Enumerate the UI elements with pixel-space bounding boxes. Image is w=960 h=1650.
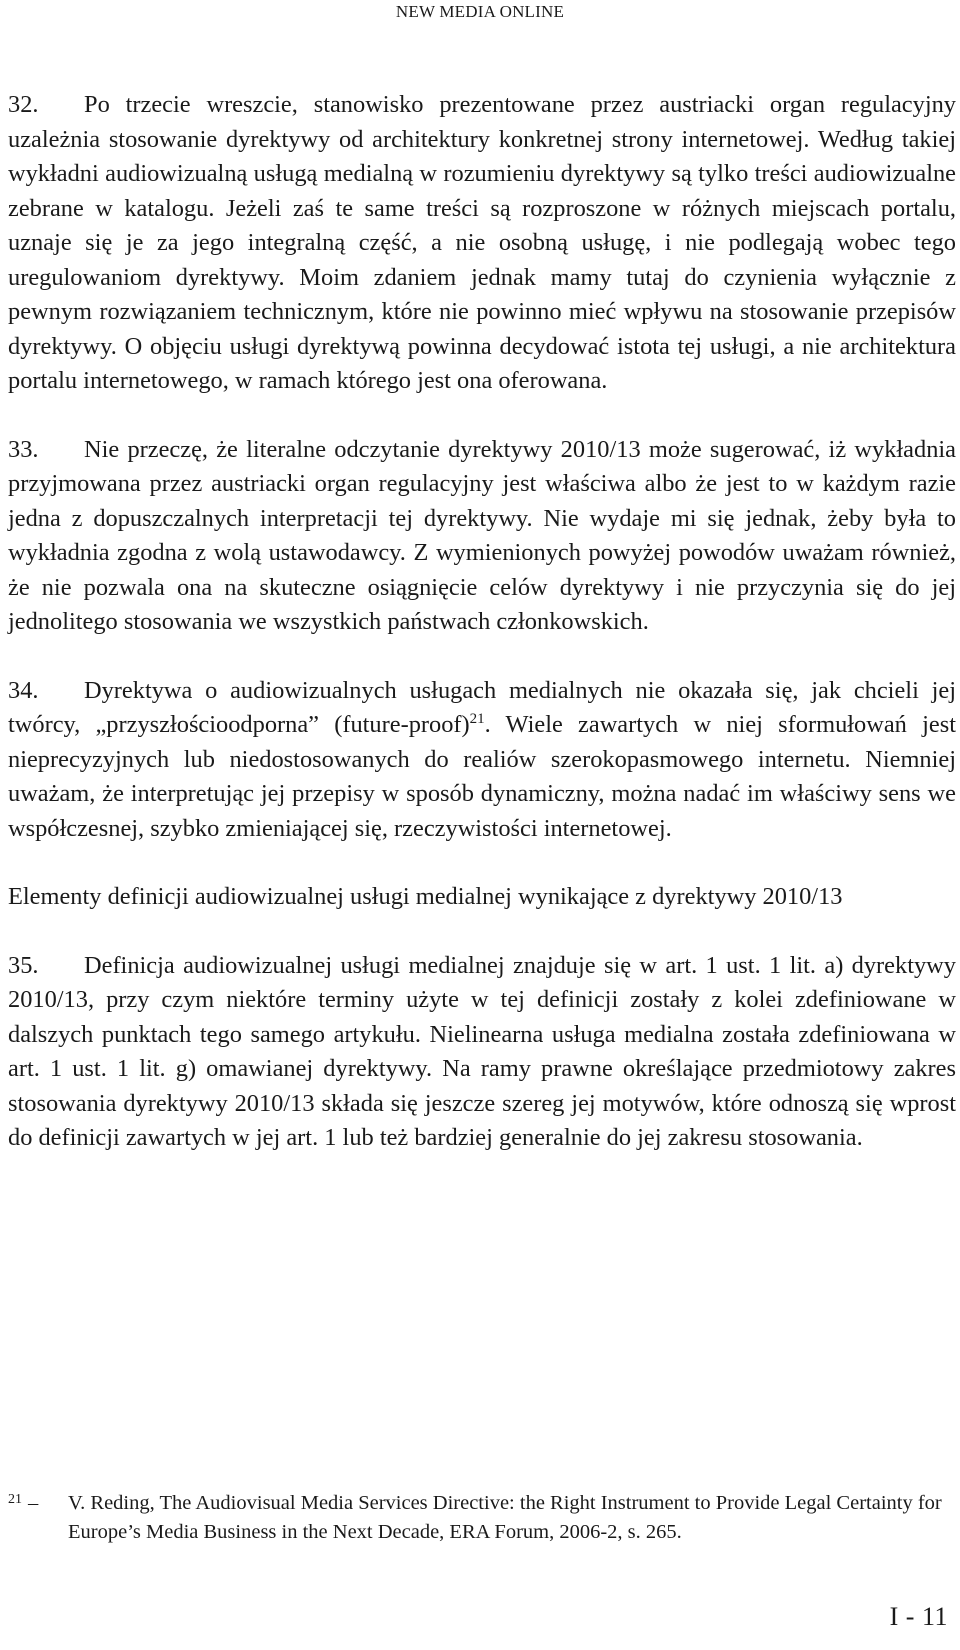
document-body — [8, 88, 956, 1190]
running-header: NEW MEDIA ONLINE — [395, 2, 565, 21]
paragraph-text: Nie przeczę, że literalne odczytanie dyrektywy 2010/13 może sugerować, iż wykładnia przyjmowana przez austriacki organ regulacyjny jest właściwa albo że jest to w każdym razie jedna z dopuszczalnych interpretacji tej dyrektywy. Nie wydaje mi się jednak, żeby była to wykładnia zgodna z wolą ustawodawcy. Z wymienionych powyżej powodów uważam również, że nie pozwala ona na skuteczne osiągnięcie celów dyrektywy i nie przyczynia się do jej jednolitego stosowania we wszystkich państwach członkowskich. — [8, 435, 956, 635]
paragraph-number: 35. — [8, 951, 39, 979]
paragraph-text: Dyrektywa o audiowizualnych usługach medialnych nie okazała się, jak chcieli jej twórcy, „przyszłościoodporna” (future-proof) — [8, 676, 956, 738]
paragraph-text: Po trzecie wreszcie, stanowisko prezentowane przez austriacki organ regulacyjny uzależnia stosowanie dyrektywy od architektury konkretnej strony internetowej. Według takiej wykładni audiowizualną usługą medialną w rozumieniu dyrektywy są tylko treści audiowizualne zebrane w katalogu. Jeżeli zaś te same treści są rozproszone w różnych miejscach portalu, uznaje się je za jego integralną część, a nie osobną usługę, i nie podlegają wobec tego uregulowaniom dyrektywy. Moim zdaniem jednak mamy tutaj do czynienia wyłącznie z pewnym rozwiązaniem technicznym, które nie powinno mieć wpływu na stosowanie przepisów dyrektywy. O objęciu usługi dyrektywą powinna decydować istota tej usługi, a nie architektura portalu internetowego, w ramach którego jest ona oferowana. — [8, 91, 956, 394]
paragraph-32 — [8, 88, 956, 399]
page-number: I - 11 — [889, 1602, 948, 1631]
footnote-dash: – — [28, 1492, 39, 1514]
footnote-reference[interactable]: 21 — [469, 710, 485, 727]
paragraph-number: 33. — [8, 435, 39, 463]
paragraph-number: 32. — [8, 91, 39, 118]
paragraph-text-continued: . Wiele zawartych w niej sformułowań jest nieprecyzyjnych lub niedostosowanych do realiów szerokopasmowego internetu. Niemniej uważam, że interpretując jej przepisy w sposób dynamiczny, można nadać im właściwy sens we współczesnej, szybko zmieniającej się, rzeczywistości internetowej. — [8, 711, 956, 842]
footnote-text: V. Reding, The Audiovisual Media Services Directive: the Right Instrument to Provide Legal Certainty for Europe’s Media Business in the Next Decade, ERA Forum, 2006-2, s. 265. — [68, 1492, 942, 1543]
footnotes — [8, 1489, 956, 1547]
paragraph-35 — [8, 949, 956, 1156]
paragraph-33 — [8, 433, 956, 640]
paragraph-text: Definicja audiowizualnej usługi medialnej znajduje się w art. 1 ust. 1 lit. a) dyrektywy 2010/13, przy czym niektóre terminy użyte w tej definicji zostały z kolei zdefiniowane w dalszych punktach tego samego artykułu. Nielinearna usługa medialna została zdefiniowana w art. 1 ust. 1 lit. g) omawianej dyrektywy. Na ramy prawne określające przedmiotowy zakres stosowania dyrektywy 2010/13 składa się jeszcze szereg jej motywów, które odnoszą się wprost do definicji zawartych w jej art. 1 lub też bardziej generalnie do jej zakresu stosowania. — [8, 951, 956, 1151]
paragraph-number: 34. — [8, 676, 39, 704]
footnote-number: 21 — [8, 1492, 22, 1507]
footnote-marker — [8, 1489, 68, 1547]
footnote-21 — [8, 1489, 956, 1547]
section-heading: Elementy definicji audiowizualnej usługi medialnej wynikające z dyrektywy 2010/13 — [8, 883, 843, 910]
paragraph-34 — [8, 674, 956, 847]
